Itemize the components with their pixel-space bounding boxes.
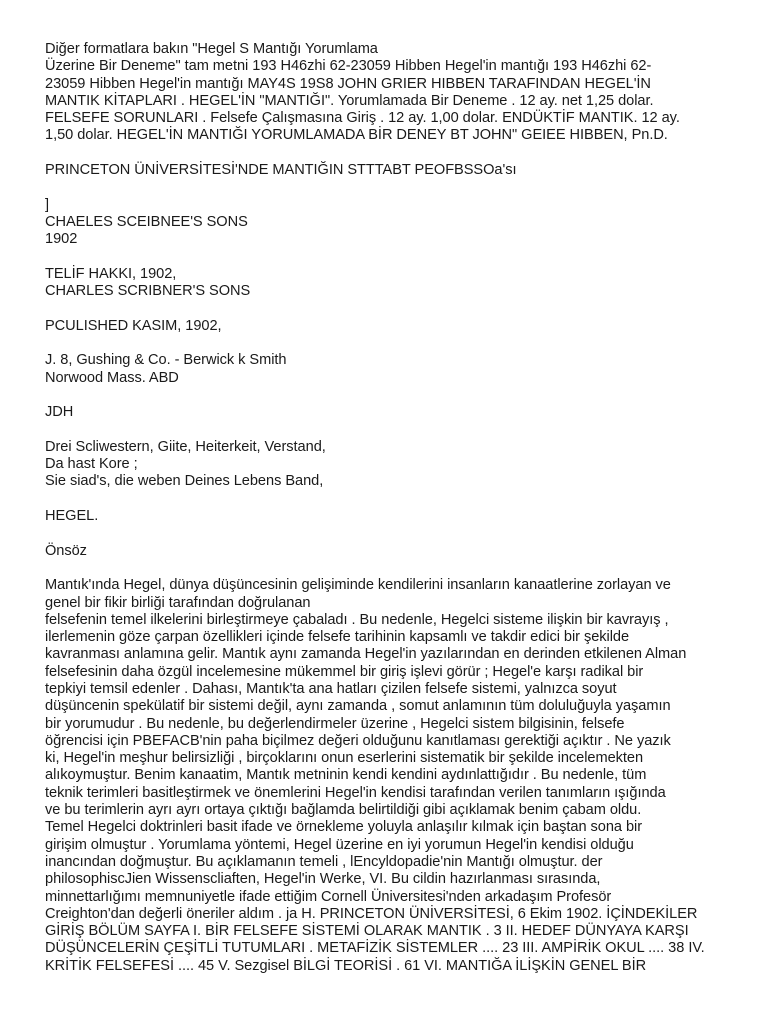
affiliation-line: PRINCETON ÜNİVERSİTESİ'NDE MANTIĞIN STTTABT PEOFBSSOa'sı xyxy=(45,162,517,179)
copyright-block: TELİF HAKKI, 1902, CHARLES SCRIBNER'S SONS xyxy=(45,265,251,300)
section-heading-preface: Önsöz xyxy=(45,542,87,559)
published-line: PCULISHED KASIM, 1902, xyxy=(45,317,222,334)
epigraph-author: HEGEL. xyxy=(45,508,99,525)
dedication-initials: JDH xyxy=(45,404,74,421)
epigraph-verse: Drei Scliwestern, Giite, Heiterkeit, Verstand, Da hast Kore ; Sie siad's, die weben Deines Lebens Band, xyxy=(45,438,326,490)
document-body xyxy=(45,41,735,975)
printer-block: J. 8, Gushing & Co. - Berwick k Smith Norwood Mass. ABD xyxy=(45,352,287,386)
intro-paragraph: Diğer formatlara bakın "Hegel S Mantığı Yorumlama Üzerine Bir Deneme" tam metni 193 H46zhi 62-23059 Hibben Hegel'in mantığı 193 H46zhi 62- 23059 Hibben Hegel'in mantığı MAY4S 19S8 JOHN GRIER HIBBEN TARAFINDAN HEGEL'İN MANTIK KİTAPLARI . HEGEL'İN "MANTIĞI". Yorumlamada Bir Deneme . 12 ay. net 1,25 dolar. FELSEFE SORUNLARI . Felsefe Çalışmasına Giriş . 12 ay. 1,00 dolar. ENDÜKTİF MANTIK. 12 ay. 1,50 dolar. HEGEL'İN MANTIĞI YORUMLAMADA BİR DENEY BT JOHN" GEIEE HIBBEN, Pn.D. xyxy=(45,41,680,144)
publisher-block: ] CHAELES SCEIBNEE'S SONS 1902 xyxy=(45,196,248,248)
preface-body-paragraph: Mantık'ında Hegel, dünya düşüncesinin gelişiminde kendilerini insanların kanaatlerine zorlayan ve genel bir fikir birliği tarafından doğrulanan felsefenin temel ilkelerini birleştirmeye çabaladı . Bu nedenle, Hegelci sisteme ilişkin bir kavrayış , ilerlemenin göze çarpan özellikleri içinde felsefe tarihinin kapsamlı ve takdir edici bir şekilde kavranması anlamına gelir. Mantık aynı zamanda Hegel'in yazılarından en derinden etkilenen Alman felsefesinin daha özgül incelemesine mükemmel bir giriş işlevi görür ; Hegel'e karşı radikal bir tepkiyi temsil edenler . Dahası, Mantık'ta ana hatları çizilen felsefe sistemi, yalnızca soyut düşüncenin spekülatif bir sistemi değil, aynı zamanda , somut anlamının tüm doluluğuyla yaşamın bir yorumudur . Bu nedenle, bu değerlendirmeler üzerine , Hegelci sistem bilgisinin, felsefe öğrencisi için PBEFACB'nin paha biçilmez değeri olduğunu kanıtlaması gerektiği açıktır . Ne yazık ki, Hegel'in meşhur belirsizliği , birçoklarını onun eserlerini sistematik bir şekilde incelemekten alıkoymuştur. Benim kanaatim, Mantık metninin kendi kendini aydınlattığıdır . Bu nedenle, tüm teknik terimleri basitleştirmek ve önemlerini Hegel'in kendisi tarafından verilen tanımların ışığında ve bu terimlerin ayrı ayrı ortaya çıktığı bağlamda belirtildiği gibi açıklamak benim çabam oldu. Temel Hegelci doktrinleri basit ifade ve örnekleme yoluyla anlaşılır kılmak için baştan sona bir girişim olmuştur . Yorumlama yöntemi, Hegel üzerine en iyi yorumun Hegel'in kendisi olduğu inancından doğmuştur. Bu açıklamanın temeli , lEncyldopadie'nin Mantığı olmuştur. der philosophiscJien Wissenscliaften, Hegel'in Werke, VI. Bu cildin hazırlanması sırasında, minnettarlığımı memnuniyetle ifade ettiğim Cornell Üniversitesi'nden arkadaşım Profesör Creighton'dan değerli öneriler aldım . ja H. PRINCETON ÜNİVERSİTESİ, 6 Ekim 1902. İÇİNDEKİLER GİRİŞ BÖLÜM SAYFA I. BİR FELSEFE SİSTEMİ OLARAK MANTIK . 3 II. HEDEF DÜNYAYA KARŞI DÜŞÜNCELERİN ÇEŞİTLİ TUTUMLARI . METAFİZİK SİSTEMLER .... 23 III. AMPİRİK OKUL .... 38 IV. KRİTİK FELSEFESİ .... 45 V. Sezgisel BİLGİ TEORİSİ . 61 VI. MANTIĞA İLİŞKİN GENEL BİR xyxy=(45,577,705,974)
